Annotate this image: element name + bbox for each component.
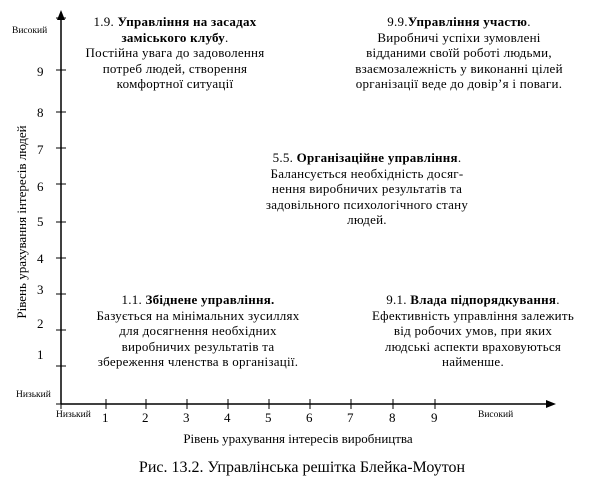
y-axis-title: Рівень урахування інтересів людей	[14, 125, 29, 319]
style-code: 1.9.	[93, 14, 115, 29]
y-tick-label: 1	[37, 347, 44, 362]
y-tick-label: 6	[37, 179, 44, 194]
x-tick-label: 2	[142, 410, 149, 425]
style-code: 1.1.	[121, 292, 142, 307]
style-name-end: .	[225, 29, 229, 45]
x-axis-arrow	[546, 400, 556, 408]
x-tick-label: 9	[431, 410, 438, 425]
y-tick-label: 5	[37, 214, 44, 229]
style-name: Управління участю	[407, 14, 528, 29]
style-desc-line: людей.	[347, 212, 387, 228]
style-desc-line: Ефективність управління залежить	[371, 307, 575, 323]
style-name: Організаційне управління	[296, 150, 458, 165]
x-tick-label: 3	[183, 410, 190, 425]
y-axis-low-label: Низький	[16, 390, 51, 400]
style-desc-line: комфортної ситуації	[116, 76, 234, 92]
style-desc-line: нення виробничих результатів та	[271, 181, 463, 197]
style-desc-line: Базується на мінімальних зусиллях	[96, 307, 300, 323]
y-tick-label: 7	[37, 142, 44, 157]
x-tick-label: 6	[306, 410, 313, 425]
y-tick-label: 9	[37, 64, 44, 79]
x-tick-label: 4	[224, 410, 231, 425]
style-code: 5.5.	[272, 150, 294, 165]
style-desc-line: задовільного психологічного стану	[265, 196, 469, 212]
style-desc-line: збереження членства в організації.	[97, 354, 299, 370]
style-code: 9.1.	[386, 292, 407, 307]
x-tick-label: 1	[102, 410, 109, 425]
figure-caption: Рис. 13.2. Управлінська решітка Блейка-Моутон	[138, 459, 466, 476]
style-name: Влада підпорядкування	[410, 292, 557, 307]
style-9-1-block	[342, 292, 604, 370]
y-tick-label: 4	[37, 251, 44, 266]
style-name-end: .	[457, 150, 462, 165]
y-axis-high-label: Високий	[12, 26, 48, 36]
style-desc-line: потреб людей, створення	[102, 60, 248, 76]
style-desc-line: Виробничі успіхи зумовлені	[377, 29, 541, 45]
style-1-1-block	[70, 292, 326, 370]
y-tick-label: 3	[37, 282, 44, 297]
style-code: 9.9.	[387, 14, 408, 29]
style-desc-line: Постійна увага до задоволення	[85, 45, 265, 61]
style-desc-line: для досягнення необхідних	[119, 323, 277, 339]
style-desc-line: від робочих умов, при яких	[393, 323, 553, 339]
style-desc-line: людські аспекти враховуються	[384, 338, 562, 354]
style-5-5-block	[222, 150, 512, 228]
x-tick-label: 8	[389, 410, 396, 425]
x-axis-high-label: Високий	[478, 410, 514, 420]
style-9-9-block	[322, 14, 596, 92]
x-tick-label: 5	[265, 410, 272, 425]
style-name-end: .	[556, 292, 560, 307]
style-desc-line: відданими своїй роботі людьми,	[366, 45, 552, 61]
x-axis-low-label: Низький	[56, 410, 91, 420]
style-name-cont: заміського клубу	[121, 29, 226, 45]
style-desc-line: взаємозалежність у виконанні цілей	[355, 60, 563, 76]
style-desc-line: виробничих результатів та	[121, 338, 275, 354]
x-axis-title: Рівень урахування інтересів виробництва	[183, 431, 413, 446]
style-name-end: .	[527, 14, 531, 29]
x-tick-label: 7	[347, 410, 354, 425]
style-name: Збіднене управління.	[145, 292, 275, 307]
style-name: Управління на засадах	[117, 14, 257, 29]
style-desc-line: найменше.	[442, 354, 504, 370]
y-tick-label: 2	[37, 316, 44, 331]
style-desc-line: організації веде до довір’я і поваги.	[355, 76, 563, 92]
style-1-9-block	[70, 14, 280, 92]
y-tick-label: 8	[37, 105, 44, 120]
style-desc-line: Балансується необхідність досяг-	[270, 165, 464, 181]
